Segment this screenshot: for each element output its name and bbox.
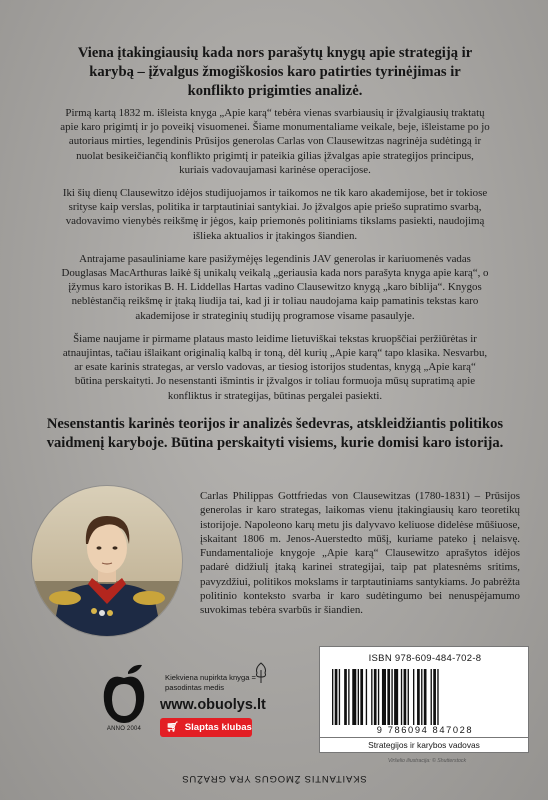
- barcode-bar: [339, 669, 340, 725]
- barcode-bar: [424, 669, 427, 725]
- isbn-text: ISBN 978-609-484-702-8: [368, 653, 482, 664]
- author-bio: [200, 489, 520, 618]
- barcode-bar: [404, 669, 407, 725]
- barcode-bar: [371, 669, 372, 725]
- description-paragraph: Iki šių dienų Clausewitzo idėjos studijuojamos ir taikomos ne tik karo akademijose, bet ir tokiose srityse kaip verslas, politika ir tarptautiniai santykiai. Jo įžvalgos apie priešo supratimo svarbą, vadovavimo vienybės reikšmę ir jėgos, kaip priemonės politiniams tikslams pasiekti, naudojimą išlieka aktualios ir įtakingos šiandien.: [62, 187, 488, 242]
- barcode-bar: [391, 669, 392, 725]
- barcode-bar: [374, 669, 377, 725]
- description-paragraph: Pirmą kartą 1832 m. išleista knyga „Apie karą“ tebėra vienas svarbiausių ir įžvalgiausių traktatų apie karo prigimtį ir jo poveikį visuomenei. Šiame monumentaliame veikale, beje, išleistame po jo autoriaus mirties, legendinis Prūsijos generolas Carlas von Clausewitzas nagrinėja sudėtingą ir nuolat besikeičiančią konflikto prigimtį ir pateikia gilias įžvalgas apie strategijos principus, kuriais vadovaujamasi karinėse operacijose.: [60, 107, 490, 176]
- publisher-logo: [98, 662, 150, 762]
- barcode-digits: 9 786094 847028: [376, 725, 474, 735]
- description-body: [60, 106, 490, 412]
- barcode-bars: [332, 669, 518, 725]
- barcode-bar: [417, 669, 420, 725]
- barcode-bar: [408, 669, 409, 725]
- cover-credit: Viršelio iliustracija: © Shutterstock: [388, 758, 467, 764]
- barcode-bar: [382, 669, 386, 725]
- secret-club-label: Slaptas klubas: [184, 722, 252, 733]
- barcode-bar: [421, 669, 422, 725]
- back-cover-headline: Viena įtakingiausių kada nors parašytų knygų apie strategiją ir karybą – įžvalgus žmogiškosios karo patirties tyrinėjimas ir konflikto prigimties analizė.: [77, 45, 473, 99]
- secret-club-button[interactable]: [160, 718, 252, 737]
- barcode-bar: [387, 669, 390, 725]
- isbn-barcode: [319, 646, 529, 738]
- publisher-anno: ANNO 2004: [106, 726, 142, 732]
- publisher-motto: SKAITANTIS ŽMOGUS YRA GRAŽUS: [181, 773, 367, 784]
- barcode-bar: [360, 669, 363, 725]
- barcode-bar: [344, 669, 347, 725]
- pull-quote: Nesenstantis karinės teorijos ir analizės šedevras, atskleidžiantis politikos vaidmenį karyboje. Būtina perskaityti visiems, kurie domisi karo istorija.: [46, 416, 504, 451]
- barcode-bar: [332, 669, 333, 725]
- author-name: Carlas Philippas Gottfriedas von Clausewitzas: [200, 490, 411, 502]
- description-paragraph: Antrajame pasauliniame kare pasižymėjęs legendinis JAV generolas ir kariuomenės vadas Douglasas MacArthuras laikė šį unikalų veikalą „geriausia kada nors parašyta knyga apie karą“, o įžymus karo istorikas B. H. Liddellas Hartas vadino Clausewitzo knygą „karo biblija“. Knygos neblėstančią reikšmę ir įtaką liudija tai, kad ji ir toliau naudojama kaip pamatinis tekstas karo akademijose ir strateginių studijų programose visame pasaulyje.: [61, 252, 489, 322]
- author-bio-text: (1780-1831) – Prūsijos generolas ir karo strategas, laikomas vienu įtakingiausių karo teoretikų istorijoje. Napoleono karų metu jis dalyvavo keliuose didelėse mūšiuose, įskaitant 1806 m. Jenos-Auerstedto mūšį, kuriame pateko į nelaisvę. Fundamentalioje knygoje „Apie karą“ Clausewitzo aprašytos idėjos padarė didžiulį įtaką karinei strategijai, taip pat platesnėms sritims, pavyzdžiui, politikos mokslams ir tarptautiniams santykiams. Jo pabrėžta politinio konteksto svarba ir karo sudėtingumo bei nenuspėjamumo suvokimas tebėra svarbūs ir šiandien.: [200, 490, 520, 617]
- cart-icon: 🛒︎: [166, 722, 179, 733]
- barcode-bar: [378, 669, 379, 725]
- description-paragraph: Šiame naujame ir pirmame plataus masto leidime lietuviškai tekstas kruopščiai peržiūrėtas ir atnaujintas, tačiau išlaikant originalią kalbą ir toną, dėl kurių „Apie karą“ tapo klasika. Nesvarbu, ar esate karinis strategas, ar verslo vadovas, ar tiesiog istorijos studentas, knygą „Apie karą“ būtina perskaityti. Jo nesenstanti išmintis ir įžvalgos ir toliau formuoja mūsų supratimą apie konfliktus ir strategijas, būtinas pergalei pasiekti.: [62, 332, 488, 402]
- barcode-bar: [394, 669, 398, 725]
- barcode-bar: [366, 669, 367, 725]
- barcode-bar: [358, 669, 359, 725]
- series-label: Strategijos ir karybos vadovas: [319, 738, 529, 753]
- tree-promo-text: Kiekviena nupirkta knyga = pasodintas medis: [165, 673, 256, 692]
- tree-icon: [254, 662, 268, 684]
- barcode-bar: [433, 669, 436, 725]
- barcode-bar: [352, 669, 356, 725]
- barcode-bar: [335, 669, 338, 725]
- barcode-bar: [437, 669, 438, 725]
- barcode-bar: [431, 669, 432, 725]
- author-portrait: [32, 486, 182, 636]
- barcode-bar: [413, 669, 414, 725]
- barcode-bar: [348, 669, 349, 725]
- barcode-bar: [401, 669, 402, 725]
- publisher-website-link[interactable]: www.obuolys.lt: [160, 697, 266, 713]
- apple-logo-icon: [98, 662, 150, 726]
